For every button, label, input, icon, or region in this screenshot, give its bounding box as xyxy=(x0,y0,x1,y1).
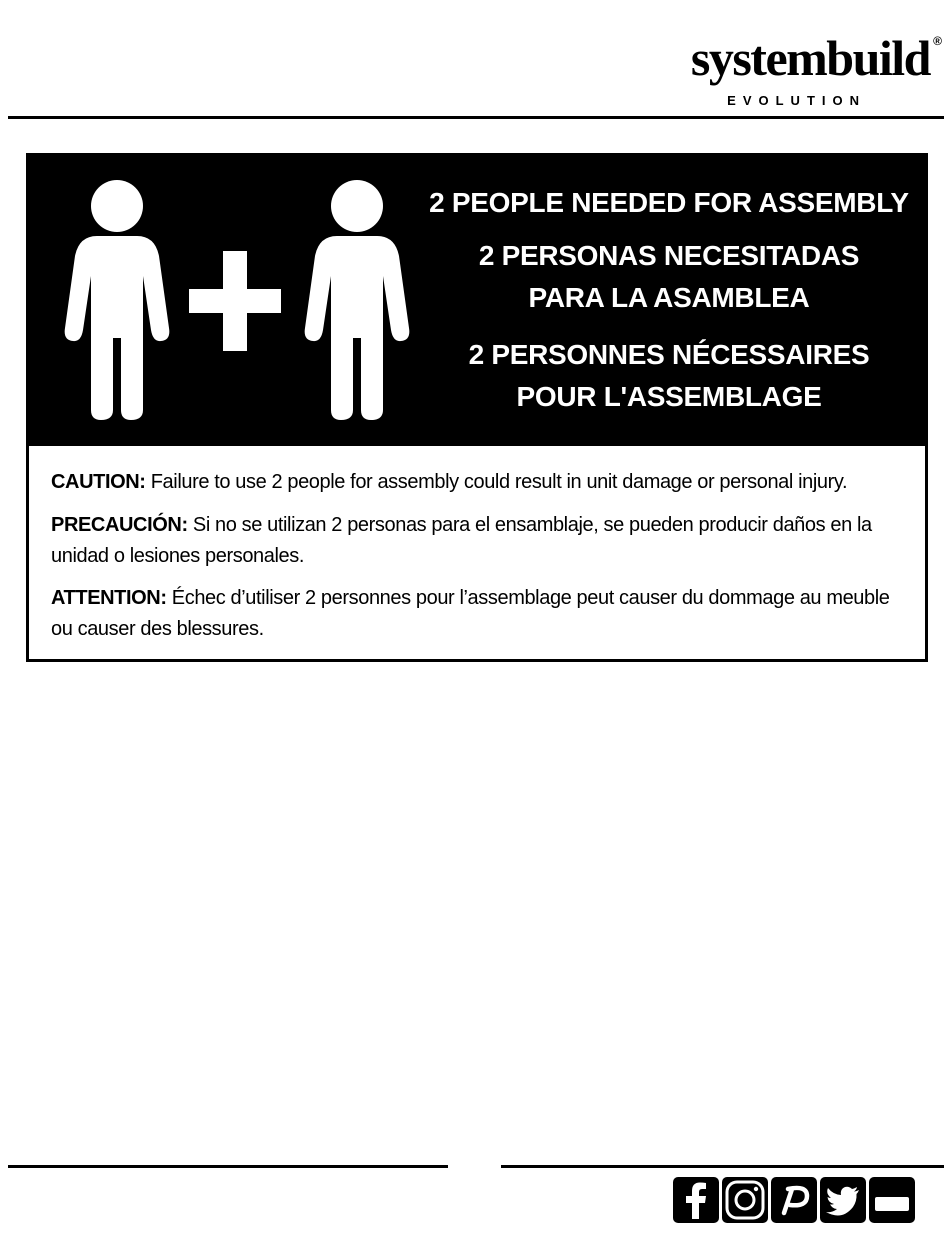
youtube-icon xyxy=(869,1177,915,1223)
header-divider xyxy=(8,116,944,119)
footer-divider-right xyxy=(501,1165,944,1168)
caution-english xyxy=(51,467,911,498)
caution-french-text: Échec d’utiliser 2 personnes pour l’assemblage peut causer du dommage au meuble ou causer des blessures. xyxy=(51,587,890,640)
instagram-icon xyxy=(722,1177,768,1223)
brand-subtitle: EVOLUTION xyxy=(727,93,866,108)
footer-divider-left xyxy=(8,1165,448,1168)
instagram-link[interactable] xyxy=(722,1177,768,1223)
caution-english-text: Failure to use 2 people for assembly could result in unit damage or personal injury. xyxy=(145,471,848,493)
caution-spanish xyxy=(51,510,911,572)
youtube-link[interactable] xyxy=(869,1177,915,1223)
caution-french xyxy=(51,583,911,645)
notice-banner xyxy=(29,156,925,446)
heading-spanish xyxy=(419,235,919,319)
heading-french-line1: 2 PERSONNES NÉCESSAIRES xyxy=(468,339,870,370)
caution-french-label: ATTENTION: xyxy=(51,587,167,609)
heading-english xyxy=(419,182,919,224)
brand-name: systembuild xyxy=(690,30,930,86)
social-links xyxy=(673,1177,915,1223)
assembly-notice xyxy=(26,153,928,662)
pinterest-link[interactable] xyxy=(771,1177,817,1223)
heading-french-line2: POUR L'ASSEMBLAGE xyxy=(516,381,822,412)
heading-spanish-line1: 2 PERSONAS NECESITADAS xyxy=(478,240,860,271)
registered-mark: ® xyxy=(933,34,942,48)
heading-french xyxy=(419,334,919,418)
plus-icon xyxy=(189,251,281,351)
brand-logo xyxy=(642,30,942,108)
caution-spanish-label: PRECAUCIÓN: xyxy=(51,514,188,536)
facebook-icon xyxy=(673,1177,719,1223)
pinterest-icon xyxy=(771,1177,817,1223)
heading-english-text: 2 PEOPLE NEEDED FOR ASSEMBLY xyxy=(429,187,909,218)
caution-spanish-text: Si no se utilizan 2 personas para el ensamblaje, se pueden producir daños en la unidad o lesiones personales. xyxy=(51,514,872,567)
person-icon xyxy=(299,178,415,422)
facebook-link[interactable] xyxy=(673,1177,719,1223)
twitter-link[interactable] xyxy=(820,1177,866,1223)
person-icon xyxy=(59,178,175,422)
heading-spanish-line2: PARA LA ASAMBLEA xyxy=(528,282,810,313)
caution-english-label: CAUTION: xyxy=(51,471,146,493)
twitter-icon xyxy=(820,1177,866,1223)
